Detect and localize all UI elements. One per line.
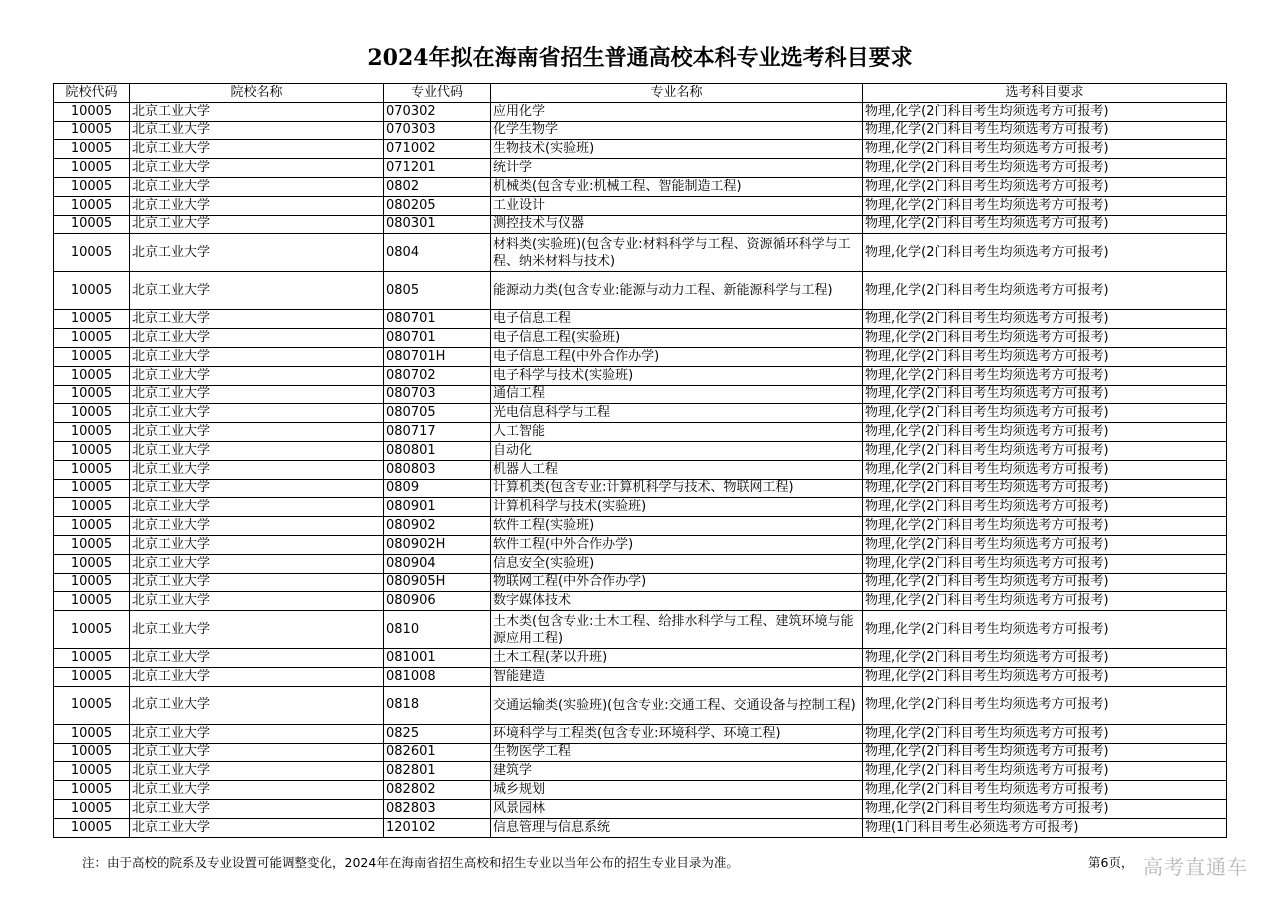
cell-subject-requirement: 物理(1门科目考生必须选考方可报考) [863, 818, 1227, 837]
cell-school-code: 10005 [54, 215, 130, 234]
cell-major-name: 机器人工程 [491, 460, 863, 479]
cell-school-name: 北京工业大学 [130, 121, 384, 140]
cell-major-name: 计算机类(包含专业:计算机科学与技术、物联网工程) [491, 479, 863, 498]
table-row [54, 441, 1227, 460]
cell-school-code: 10005 [54, 686, 130, 724]
cell-major-name: 生物技术(实验班) [491, 140, 863, 159]
cell-major-code: 080904 [384, 554, 491, 573]
cell-school-code: 10005 [54, 310, 130, 329]
cell-major-code: 0818 [384, 686, 491, 724]
table-body [54, 102, 1227, 837]
cell-major-code: 080902 [384, 517, 491, 536]
cell-school-name: 北京工业大学 [130, 460, 384, 479]
cell-major-name: 数字媒体技术 [491, 592, 863, 611]
table-row [54, 611, 1227, 649]
table-row [54, 404, 1227, 423]
cell-major-name: 环境科学与工程类(包含专业:环境科学、环境工程) [491, 724, 863, 743]
cell-major-code: 080906 [384, 592, 491, 611]
cell-major-name: 信息管理与信息系统 [491, 818, 863, 837]
cell-major-code: 082801 [384, 762, 491, 781]
header-school-name: 院校名称 [130, 84, 384, 103]
cell-school-code: 10005 [54, 102, 130, 121]
cell-subject-requirement: 物理,化学(2门科目考生均须选考方可报考) [863, 329, 1227, 348]
table-row [54, 329, 1227, 348]
cell-school-name: 北京工业大学 [130, 366, 384, 385]
cell-school-name: 北京工业大学 [130, 781, 384, 800]
cell-major-code: 081008 [384, 667, 491, 686]
cell-subject-requirement: 物理,化学(2门科目考生均须选考方可报考) [863, 649, 1227, 668]
cell-school-code: 10005 [54, 366, 130, 385]
page-number: 第6页， [1088, 855, 1134, 870]
cell-subject-requirement: 物理,化学(2门科目考生均须选考方可报考) [863, 140, 1227, 159]
cell-major-name: 风景园林 [491, 799, 863, 818]
cell-major-code: 080703 [384, 385, 491, 404]
cell-major-name: 生物医学工程 [491, 743, 863, 762]
table-row [54, 535, 1227, 554]
cell-major-name: 物联网工程(中外合作办学) [491, 573, 863, 592]
cell-major-code: 0825 [384, 724, 491, 743]
cell-school-code: 10005 [54, 385, 130, 404]
cell-school-name: 北京工业大学 [130, 498, 384, 517]
cell-major-name: 电子信息工程(中外合作办学) [491, 347, 863, 366]
cell-major-name: 城乡规划 [491, 781, 863, 800]
cell-subject-requirement: 物理,化学(2门科目考生均须选考方可报考) [863, 460, 1227, 479]
cell-school-name: 北京工业大学 [130, 404, 384, 423]
cell-school-name: 北京工业大学 [130, 743, 384, 762]
table-row [54, 498, 1227, 517]
cell-subject-requirement: 物理,化学(2门科目考生均须选考方可报考) [863, 347, 1227, 366]
cell-school-code: 10005 [54, 554, 130, 573]
table-row [54, 347, 1227, 366]
cell-school-code: 10005 [54, 404, 130, 423]
table-row [54, 724, 1227, 743]
cell-major-code: 080803 [384, 460, 491, 479]
cell-major-name: 建筑学 [491, 762, 863, 781]
cell-school-code: 10005 [54, 573, 130, 592]
cell-major-name: 机械类(包含专业:机械工程、智能制造工程) [491, 177, 863, 196]
cell-school-code: 10005 [54, 121, 130, 140]
cell-school-code: 10005 [54, 329, 130, 348]
cell-school-code: 10005 [54, 818, 130, 837]
table-row [54, 592, 1227, 611]
cell-major-code: 080701H [384, 347, 491, 366]
cell-school-name: 北京工业大学 [130, 724, 384, 743]
header-major-name: 专业名称 [491, 84, 863, 103]
table-row [54, 215, 1227, 234]
table-row [54, 554, 1227, 573]
table-row [54, 479, 1227, 498]
cell-subject-requirement: 物理,化学(2门科目考生均须选考方可报考) [863, 479, 1227, 498]
cell-major-name: 自动化 [491, 441, 863, 460]
table-row [54, 121, 1227, 140]
cell-school-code: 10005 [54, 799, 130, 818]
cell-subject-requirement: 物理,化学(2门科目考生均须选考方可报考) [863, 573, 1227, 592]
cell-school-name: 北京工业大学 [130, 554, 384, 573]
cell-school-name: 北京工业大学 [130, 762, 384, 781]
cell-major-name: 软件工程(中外合作办学) [491, 535, 863, 554]
cell-subject-requirement: 物理,化学(2门科目考生均须选考方可报考) [863, 517, 1227, 536]
cell-school-name: 北京工业大学 [130, 649, 384, 668]
cell-major-code: 080701 [384, 329, 491, 348]
cell-major-name: 能源动力类(包含专业:能源与动力工程、新能源科学与工程) [491, 272, 863, 310]
cell-subject-requirement: 物理,化学(2门科目考生均须选考方可报考) [863, 404, 1227, 423]
table-row [54, 310, 1227, 329]
header-school-code: 院校代码 [54, 84, 130, 103]
cell-subject-requirement: 物理,化学(2门科目考生均须选考方可报考) [863, 196, 1227, 215]
cell-major-name: 土木工程(茅以升班) [491, 649, 863, 668]
table-row [54, 667, 1227, 686]
cell-school-name: 北京工业大学 [130, 385, 384, 404]
cell-school-name: 北京工业大学 [130, 215, 384, 234]
cell-school-name: 北京工业大学 [130, 799, 384, 818]
cell-major-name: 化学生物学 [491, 121, 863, 140]
cell-major-name: 电子信息工程(实验班) [491, 329, 863, 348]
cell-major-code: 082601 [384, 743, 491, 762]
cell-subject-requirement: 物理,化学(2门科目考生均须选考方可报考) [863, 215, 1227, 234]
cell-school-name: 北京工业大学 [130, 177, 384, 196]
cell-school-code: 10005 [54, 667, 130, 686]
cell-subject-requirement: 物理,化学(2门科目考生均须选考方可报考) [863, 310, 1227, 329]
cell-school-code: 10005 [54, 272, 130, 310]
cell-major-code: 0809 [384, 479, 491, 498]
cell-school-name: 北京工业大学 [130, 329, 384, 348]
cell-subject-requirement: 物理,化学(2门科目考生均须选考方可报考) [863, 177, 1227, 196]
cell-subject-requirement: 物理,化学(2门科目考生均须选考方可报考) [863, 799, 1227, 818]
cell-school-name: 北京工业大学 [130, 423, 384, 442]
cell-major-name: 智能建造 [491, 667, 863, 686]
cell-school-code: 10005 [54, 592, 130, 611]
cell-major-code: 0805 [384, 272, 491, 310]
cell-school-code: 10005 [54, 611, 130, 649]
cell-subject-requirement: 物理,化学(2门科目考生均须选考方可报考) [863, 423, 1227, 442]
cell-school-name: 北京工业大学 [130, 159, 384, 178]
cell-school-code: 10005 [54, 479, 130, 498]
cell-school-code: 10005 [54, 423, 130, 442]
cell-major-name: 电子信息工程 [491, 310, 863, 329]
cell-major-code: 0804 [384, 234, 491, 272]
requirements-table [53, 83, 1227, 838]
cell-major-code: 080905H [384, 573, 491, 592]
cell-school-code: 10005 [54, 196, 130, 215]
cell-school-name: 北京工业大学 [130, 818, 384, 837]
cell-major-code: 071002 [384, 140, 491, 159]
cell-subject-requirement: 物理,化学(2门科目考生均须选考方可报考) [863, 592, 1227, 611]
cell-major-name: 工业设计 [491, 196, 863, 215]
table-row [54, 196, 1227, 215]
cell-major-code: 082802 [384, 781, 491, 800]
cell-school-name: 北京工业大学 [130, 347, 384, 366]
cell-school-code: 10005 [54, 177, 130, 196]
cell-subject-requirement: 物理,化学(2门科目考生均须选考方可报考) [863, 159, 1227, 178]
table-row [54, 385, 1227, 404]
cell-major-code: 080902H [384, 535, 491, 554]
cell-major-code: 080301 [384, 215, 491, 234]
cell-subject-requirement: 物理,化学(2门科目考生均须选考方可报考) [863, 762, 1227, 781]
cell-subject-requirement: 物理,化学(2门科目考生均须选考方可报考) [863, 366, 1227, 385]
cell-school-name: 北京工业大学 [130, 592, 384, 611]
cell-school-code: 10005 [54, 724, 130, 743]
cell-school-name: 北京工业大学 [130, 686, 384, 724]
table-row [54, 272, 1227, 310]
cell-major-name: 通信工程 [491, 385, 863, 404]
cell-major-name: 计算机科学与技术(实验班) [491, 498, 863, 517]
cell-school-name: 北京工业大学 [130, 535, 384, 554]
table-row [54, 234, 1227, 272]
cell-major-code: 070303 [384, 121, 491, 140]
cell-school-code: 10005 [54, 140, 130, 159]
cell-school-name: 北京工业大学 [130, 196, 384, 215]
cell-subject-requirement: 物理,化学(2门科目考生均须选考方可报考) [863, 686, 1227, 724]
table-row [54, 686, 1227, 724]
cell-major-name: 电子科学与技术(实验班) [491, 366, 863, 385]
table-row [54, 743, 1227, 762]
cell-major-code: 080717 [384, 423, 491, 442]
cell-major-code: 080801 [384, 441, 491, 460]
header-major-code: 专业代码 [384, 84, 491, 103]
cell-school-name: 北京工业大学 [130, 517, 384, 536]
cell-major-code: 082803 [384, 799, 491, 818]
cell-major-name: 交通运输类(实验班)(包含专业:交通工程、交通设备与控制工程) [491, 686, 863, 724]
table-row [54, 460, 1227, 479]
cell-subject-requirement: 物理,化学(2门科目考生均须选考方可报考) [863, 102, 1227, 121]
cell-school-code: 10005 [54, 517, 130, 536]
cell-school-code: 10005 [54, 234, 130, 272]
cell-major-name: 材料类(实验班)(包含专业:材料科学与工程、资源循环科学与工程、纳米材料与技术) [491, 234, 863, 272]
footer-note: 注：由于高校的院系及专业设置可能调整变化，2024年在海南省招生高校和招生专业以当年公布的招生专业目录为准。 [82, 855, 739, 870]
table-row [54, 799, 1227, 818]
cell-school-code: 10005 [54, 649, 130, 668]
cell-school-name: 北京工业大学 [130, 234, 384, 272]
cell-school-code: 10005 [54, 460, 130, 479]
cell-school-code: 10005 [54, 498, 130, 517]
cell-school-name: 北京工业大学 [130, 667, 384, 686]
cell-subject-requirement: 物理,化学(2门科目考生均须选考方可报考) [863, 611, 1227, 649]
cell-subject-requirement: 物理,化学(2门科目考生均须选考方可报考) [863, 441, 1227, 460]
table-row [54, 140, 1227, 159]
cell-major-code: 080702 [384, 366, 491, 385]
table-row [54, 366, 1227, 385]
cell-major-code: 081001 [384, 649, 491, 668]
cell-subject-requirement: 物理,化学(2门科目考生均须选考方可报考) [863, 121, 1227, 140]
cell-major-code: 0810 [384, 611, 491, 649]
cell-school-name: 北京工业大学 [130, 140, 384, 159]
cell-school-code: 10005 [54, 535, 130, 554]
cell-subject-requirement: 物理,化学(2门科目考生均须选考方可报考) [863, 498, 1227, 517]
cell-major-code: 120102 [384, 818, 491, 837]
cell-subject-requirement: 物理,化学(2门科目考生均须选考方可报考) [863, 667, 1227, 686]
cell-major-name: 人工智能 [491, 423, 863, 442]
cell-subject-requirement: 物理,化学(2门科目考生均须选考方可报考) [863, 272, 1227, 310]
cell-major-name: 土木类(包含专业:土木工程、给排水科学与工程、建筑环境与能源应用工程) [491, 611, 863, 649]
cell-school-name: 北京工业大学 [130, 102, 384, 121]
cell-major-code: 080701 [384, 310, 491, 329]
cell-subject-requirement: 物理,化学(2门科目考生均须选考方可报考) [863, 724, 1227, 743]
table-row [54, 781, 1227, 800]
page-title: 2024年拟在海南省招生普通高校本科专业选考科目要求 [367, 45, 913, 71]
cell-major-code: 080705 [384, 404, 491, 423]
cell-school-code: 10005 [54, 441, 130, 460]
cell-school-name: 北京工业大学 [130, 573, 384, 592]
table-row [54, 423, 1227, 442]
table-row [54, 762, 1227, 781]
table-header-row [54, 84, 1227, 103]
table-row [54, 177, 1227, 196]
cell-school-name: 北京工业大学 [130, 441, 384, 460]
cell-major-code: 071201 [384, 159, 491, 178]
cell-subject-requirement: 物理,化学(2门科目考生均须选考方可报考) [863, 385, 1227, 404]
table-row [54, 159, 1227, 178]
table-row [54, 818, 1227, 837]
cell-subject-requirement: 物理,化学(2门科目考生均须选考方可报考) [863, 234, 1227, 272]
cell-subject-requirement: 物理,化学(2门科目考生均须选考方可报考) [863, 743, 1227, 762]
cell-school-name: 北京工业大学 [130, 272, 384, 310]
cell-major-name: 测控技术与仪器 [491, 215, 863, 234]
cell-school-code: 10005 [54, 743, 130, 762]
cell-school-code: 10005 [54, 347, 130, 366]
cell-school-name: 北京工业大学 [130, 310, 384, 329]
cell-subject-requirement: 物理,化学(2门科目考生均须选考方可报考) [863, 554, 1227, 573]
cell-school-name: 北京工业大学 [130, 479, 384, 498]
cell-school-code: 10005 [54, 781, 130, 800]
table-row [54, 102, 1227, 121]
cell-major-name: 应用化学 [491, 102, 863, 121]
cell-major-code: 080205 [384, 196, 491, 215]
table-row [54, 573, 1227, 592]
cell-school-code: 10005 [54, 159, 130, 178]
cell-subject-requirement: 物理,化学(2门科目考生均须选考方可报考) [863, 781, 1227, 800]
cell-school-name: 北京工业大学 [130, 611, 384, 649]
table-row [54, 649, 1227, 668]
cell-major-name: 光电信息科学与工程 [491, 404, 863, 423]
cell-major-name: 软件工程(实验班) [491, 517, 863, 536]
watermark: 高考直通车 [1143, 855, 1248, 879]
table-row [54, 517, 1227, 536]
cell-subject-requirement: 物理,化学(2门科目考生均须选考方可报考) [863, 535, 1227, 554]
cell-major-code: 0802 [384, 177, 491, 196]
cell-major-name: 信息安全(实验班) [491, 554, 863, 573]
cell-major-name: 统计学 [491, 159, 863, 178]
cell-major-code: 080901 [384, 498, 491, 517]
header-subject-requirement: 选考科目要求 [863, 84, 1227, 103]
cell-major-code: 070302 [384, 102, 491, 121]
cell-school-code: 10005 [54, 762, 130, 781]
